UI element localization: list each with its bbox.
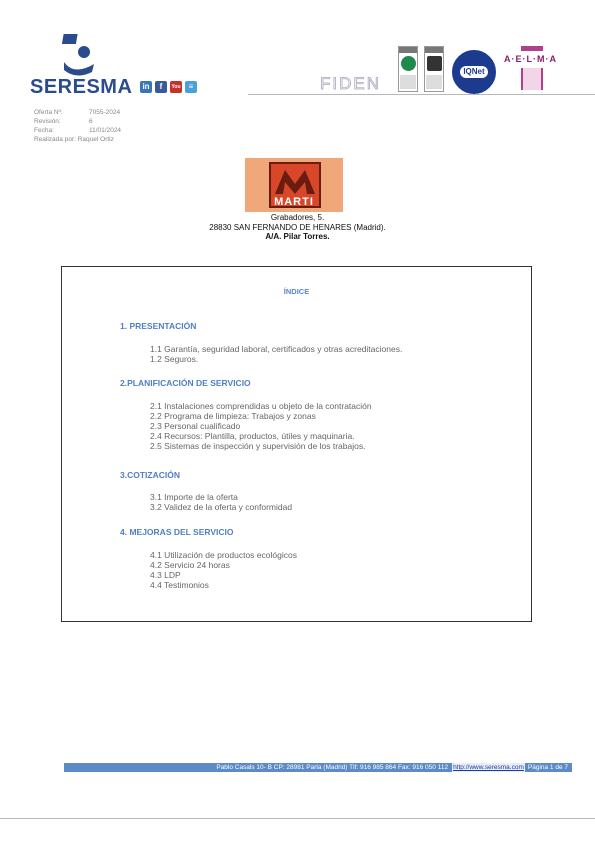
offer-metadata <box>34 108 121 144</box>
index-item: 1.2 Seguros. <box>150 354 199 364</box>
index-title: ÍNDICE <box>283 287 310 296</box>
index-item: 4.2 Servicio 24 horas <box>150 560 230 570</box>
index-item: 4.1 Utilización de productos ecológicos <box>150 550 297 560</box>
brand-name: SERESMA <box>30 76 133 98</box>
index-section-items <box>150 492 292 512</box>
website-link[interactable]: http://www.seresma.com <box>453 764 524 771</box>
index-section-title: 1. PRESENTACIÓN <box>120 321 197 331</box>
author-value: Raquel Ortiz <box>77 136 114 143</box>
aenor-quality-seal-icon <box>424 46 444 92</box>
footer-divider <box>0 818 595 819</box>
aelma-label: A·E·L·M·A <box>504 54 557 64</box>
date-label: Fecha: <box>34 127 54 134</box>
index-item: 2.2 Programa de limpieza: Trabajos y zonas <box>150 411 316 421</box>
index-item: 2.5 Sistemas de inspección y supervisión de los trabajos. <box>150 441 366 451</box>
iqnet-seal-icon <box>452 50 496 94</box>
client-address-line1: Grabadores, 5. <box>270 213 325 222</box>
header-divider <box>248 94 595 95</box>
index-item: 3.1 Importe de la oferta <box>150 492 238 502</box>
index-item: 2.1 Instalaciones comprendidas u objeto de la contratación <box>150 401 372 411</box>
offer-value: 7055-2024 <box>89 109 121 116</box>
blog-icon[interactable]: ≡ <box>185 81 197 93</box>
index-section-items <box>150 550 297 590</box>
index-item: 4.3 LDP <box>150 570 181 580</box>
footer-address: Pablo Casals 10- B CP: 28981 Parla (Madrid) Tlf: 916 985 864 Fax: 916 050 112 <box>216 764 449 771</box>
footer-bar <box>64 763 572 772</box>
aelma-badge-icon <box>521 68 543 90</box>
index-item: 3.2 Validez de la oferta y conformidad <box>150 502 293 512</box>
index-item: 2.3 Personal cualificado <box>150 421 241 431</box>
offer-label: Oferta Nº: <box>34 109 63 116</box>
iqnet-label: IQNet <box>460 66 488 78</box>
index-box <box>61 266 532 622</box>
client-logo-text: MARTI <box>274 196 314 208</box>
revision-label: Revisión: <box>34 118 61 125</box>
index-section-items <box>150 401 372 451</box>
aelma-logo <box>504 46 570 92</box>
aenor-environment-seal-icon <box>398 46 418 92</box>
seresma-logo-icon <box>62 32 96 76</box>
facebook-icon[interactable]: f <box>155 81 167 93</box>
author-label: Realizada por: <box>34 136 76 143</box>
index-section-items <box>150 344 402 364</box>
company-logo <box>30 32 230 102</box>
linkedin-icon[interactable]: in <box>140 81 152 93</box>
client-address <box>0 213 595 242</box>
index-item: 2.4 Recursos: Plantilla, productos, útiles y maquinaria. <box>150 431 355 441</box>
certifications <box>320 46 570 96</box>
index-section-title: 4. MEJORAS DEL SERVICIO <box>120 527 234 537</box>
date-value: 11/01/2024 <box>89 127 122 134</box>
index-section-title: 2.PLANIFICACIÓN DE SERVICIO <box>120 378 251 388</box>
page-number: Página 1 de 7 <box>527 764 568 771</box>
client-address-line2: 28830 SAN FERNANDO DE HENARES (Madrid). <box>209 222 386 232</box>
index-section-title: 3.COTIZACIÓN <box>120 470 180 480</box>
client-attention: A/A. Pilar Torres. <box>265 232 330 241</box>
revision-value: 6 <box>89 118 93 125</box>
index-item: 4.4 Testimonios <box>150 580 209 590</box>
client-logo <box>245 158 343 212</box>
index-item: 1.1 Garantía, seguridad laboral, certificados y otras acreditaciones. <box>150 344 403 354</box>
youtube-icon[interactable]: You Tube <box>170 81 182 93</box>
fiden-logo: FIDEN <box>320 74 381 93</box>
social-links <box>140 81 197 102</box>
